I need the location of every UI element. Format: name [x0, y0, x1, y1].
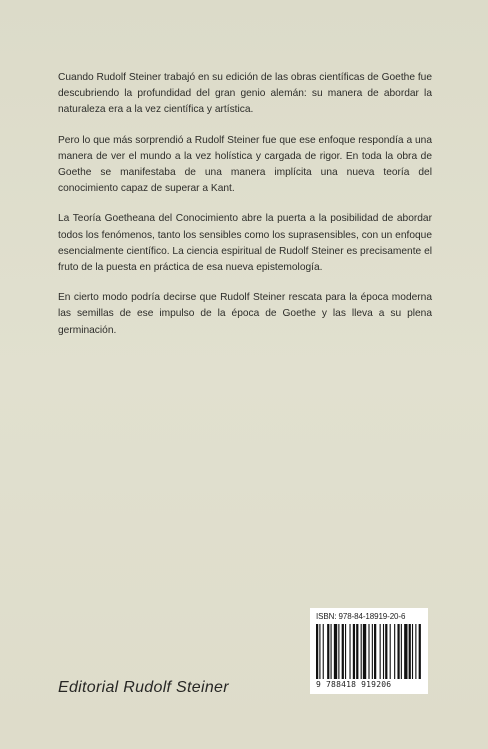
paragraph-4: En cierto modo podría decirse que Rudolf Steiner rescata para la época moderna las semillas de ese impulso de la época de Goethe y las lleva a su plena germinación.: [58, 292, 432, 336]
barcode-bar: [323, 624, 324, 679]
barcode-bar: [338, 624, 339, 679]
paragraph-2: Pero lo que más sorprendió a Rudolf Steiner fue que ese enfoque respondía a una manera de ver el mundo a la vez holística y cargada de rigor. En toda la obra de Goethe se manifestaba de una manera implícita una nueva teoría del conocimiento capaz de superar a Kant.: [58, 134, 432, 195]
barcode-bar: [394, 624, 395, 679]
isbn-number: ISBN: 978-84-18919-20-6: [316, 612, 406, 621]
barcode-bar: [415, 624, 416, 679]
barcode-bar: [390, 624, 391, 679]
barcode-bar: [363, 624, 366, 679]
barcode-bar: [349, 624, 350, 679]
barcode-bar: [412, 624, 413, 679]
barcode-bar: [409, 624, 411, 679]
barcode-bar: [380, 624, 381, 679]
barcode-bar: [372, 624, 373, 679]
barcode-bar: [374, 624, 376, 679]
barcode-bar: [316, 624, 318, 679]
barcode-digits: 9 788418 919206: [316, 680, 392, 689]
publisher-name: Editorial Rudolf Steiner: [58, 679, 229, 696]
barcode-bar: [397, 624, 399, 679]
barcode-bar: [334, 624, 337, 679]
barcode-bar: [353, 624, 355, 679]
barcode-bar: [345, 624, 346, 679]
barcode-bar: [383, 624, 384, 679]
barcode-bar: [319, 624, 320, 679]
barcode-bar: [331, 624, 332, 679]
barcode-bar: [419, 624, 421, 679]
description-text: [58, 70, 432, 353]
barcode-label: [310, 608, 428, 694]
paragraph-3: La Teoría Goetheana del Conocimiento abre la puerta a la posibilidad de abordar todos los fenómenos, tanto los sensibles como los suprasensibles, con un enfoque esencialmente científico. La ciencia espiritual de Rudolf Steiner es precisamente el fruto de la puesta en práctica de esa nueva epistemología.: [58, 213, 432, 274]
barcode-bar: [361, 624, 362, 679]
barcode-bar: [385, 624, 387, 679]
barcode-bar: [342, 624, 344, 679]
barcode-bar: [404, 624, 407, 679]
barcode-bar: [327, 624, 329, 679]
barcode-bar: [356, 624, 358, 679]
barcode: [316, 624, 422, 679]
barcode-bar: [401, 624, 402, 679]
paragraph-1: Cuando Rudolf Steiner trabajó en su edición de las obras científicas de Goethe fue descubriendo la profundidad del gran genio alemán: su manera de abordar la naturaleza era a la vez científica y artística.: [58, 72, 432, 116]
barcode-bar: [368, 624, 369, 679]
